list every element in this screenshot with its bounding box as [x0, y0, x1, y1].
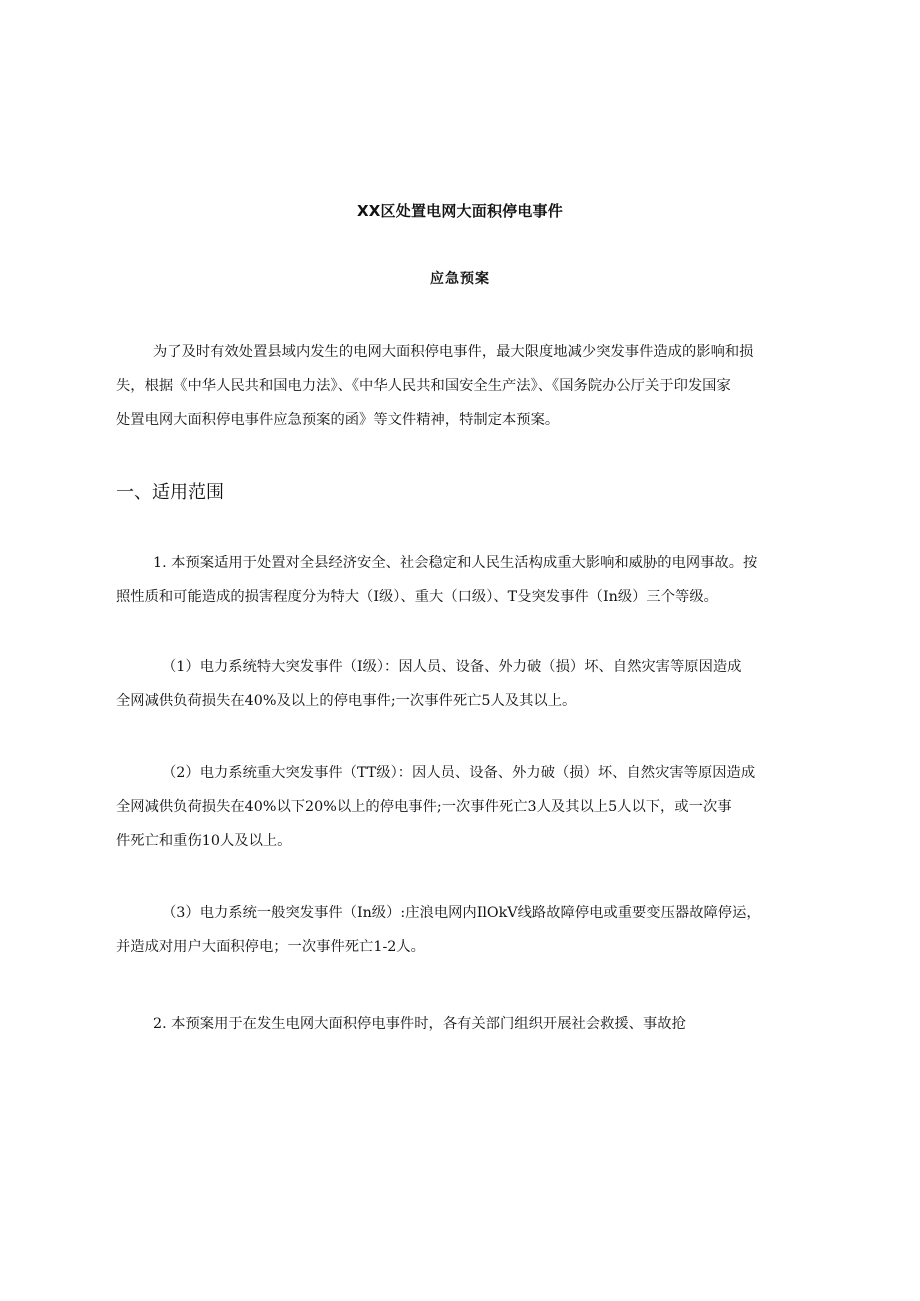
paragraph-line: 处置电网大面积停电事件应急预案的函》等文件精神，特制定本预案。	[116, 412, 560, 428]
paragraph-line: 为了及时有效处置县域内发生的电网大面积停电事件，最大限度地减少突发事件造成的影响和损	[153, 344, 754, 360]
document-subtitle: 应急预案	[430, 271, 490, 287]
clause-1-3-paragraph	[116, 896, 806, 964]
paragraph-line: 件死亡和重伤10人及以上。	[116, 833, 292, 849]
paragraph-line: 照性质和可能造成的损害程度分为特大（I级）、重大（口级）、T殳突发事件（In级）三个等级。	[116, 589, 718, 605]
paragraph-line: （3）电力系统一般突发事件（In级）:庄浪电网内IlOkV线路故障停电或重要变压器故障停运，	[162, 905, 761, 921]
paragraph-line: 全网减供负荷损失在40%及以上的停电事件;一次事件死亡5人及其以上。	[116, 693, 577, 709]
paragraph-line: 2. 本预案用于在发生电网大面积停电事件时，各有关部门组织开展社会救援、事故抢	[153, 1016, 686, 1032]
paragraph-line: 全网减供负荷损失在40%以下20%以上的停电事件;一次事件死亡3人及其以上5人以下，或一次事	[116, 799, 732, 815]
paragraph-line: （1）电力系统特大突发事件（I级）：因人员、设备、外力破（损）坏、自然灾害等原因造成	[162, 659, 742, 675]
clause-2-paragraph	[116, 1007, 806, 1041]
paragraph-line: 1. 本预案适用于处置对全县经济安全、社会稳定和人民生活构成重大影响和威胁的电网事故。按	[153, 555, 758, 571]
document-title: XX区处置电网大面积停电事件	[357, 202, 563, 220]
clause-1-1-paragraph	[116, 650, 806, 718]
paragraph-line: 失，根据《中华人民共和国电力法》、《中华人民共和国安全生产法》、《国务院办公厅关于印发国家	[116, 378, 731, 394]
paragraph-line: （2）电力系统重大突发事件（TT级）：因人员、设备、外力破（损）坏、自然灾害等原因造成	[162, 765, 756, 781]
clause-1-2-paragraph	[116, 756, 806, 858]
clause-1-paragraph	[116, 546, 806, 614]
section-heading-scope: 一、适用范围	[116, 482, 224, 503]
paragraph-line: 并造成对用户大面积停电；一次事件死亡1-2人。	[116, 939, 425, 955]
intro-paragraph	[116, 335, 806, 437]
